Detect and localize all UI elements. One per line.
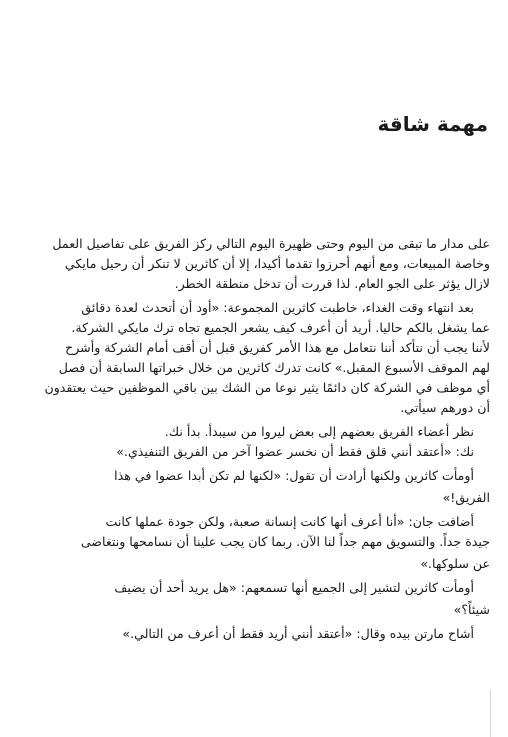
paragraph-line: جيدة جداً. والتسويق مهم جداً لنا الآن. ربما كان يجب علينا أن نسامحها ونتغاضى <box>80 534 490 549</box>
paragraph-line: أومأت كاثرين لتشير إلى الجميع أنها تسمعهم: «هل يريد أحد أن يضيف <box>114 580 474 595</box>
paragraph-line: لازال يؤثر على الجو العام. لذا قررت أن تدخل منطقة الخطر. <box>174 276 490 291</box>
paragraph-line: نك: «أعتقد أنني قلق فقط أن نخسر عضوا آخر من الفريق التنفيذي.» <box>116 444 474 459</box>
paragraph-line: عن سلوكها.» <box>420 556 490 571</box>
paragraph-line: عما يشغل بالكم حاليا. أريد أن أعرف كيف يشعر الجميع تجاه ترك مايكي الشركة. <box>71 320 490 335</box>
page-edge-divider <box>490 690 491 737</box>
paragraph-line: أشاح مارتن بيده وقال: «أعتقد أنني أريد فقط أن أعرف من التالي.» <box>122 626 474 641</box>
paragraph-line: أي موظف في الشركة كان دائمًا يثير نوعا من الشك بين باقي الموظفين حيث يعتقدون <box>44 380 490 395</box>
paragraph-line: أن دورهم سيأتي. <box>400 400 490 415</box>
paragraph-line: الفريق!» <box>442 490 490 505</box>
paragraph-line: شيئاً؟» <box>453 602 490 617</box>
paragraph-line: أضافت جان: «أنا أعرف أنها كانت إنسانة صعبة، ولكن جودة عملها كانت <box>105 514 474 529</box>
paragraph-line: نظر أعضاء الفريق بعضهم إلى بعض ليروا من سيبدأ. بدأ نك. <box>164 424 474 439</box>
paragraph-line: أومأت كاثرين ولكنها أرادت أن تقول: «لكنها لم تكن أبدا عضوا في هذا <box>114 468 474 483</box>
paragraph-line: لأننا يجب أن نتأكد أننا نتعامل مع هذا الأمر كفريق قبل أن أقف أمام الشركة وأشرح <box>65 340 490 355</box>
chapter-title: مهمة شاقة <box>377 112 488 136</box>
paragraph-line: وخاصة المبيعات، ومع أنهم أحرزوا تقدما أكيدا، إلا أن كاثرين لا تنكر أن رحيل مايكي <box>64 256 490 271</box>
paragraph-line: لهم الموقف الأسبوع المقبل.» كانت تدرك كاثرين من خلال خبراتها السابقة أن فصل <box>58 360 490 375</box>
paragraph-line: على مدار ما تبقى من اليوم وحتى ظهيرة اليوم التالي ركز الفريق على تفاصيل العمل <box>52 236 490 251</box>
paragraph-line: بعد انتهاء وقت الغداء، خاطبت كاثرين المجموعة: «أود أن أتحدث لعدة دقائق <box>81 300 474 315</box>
